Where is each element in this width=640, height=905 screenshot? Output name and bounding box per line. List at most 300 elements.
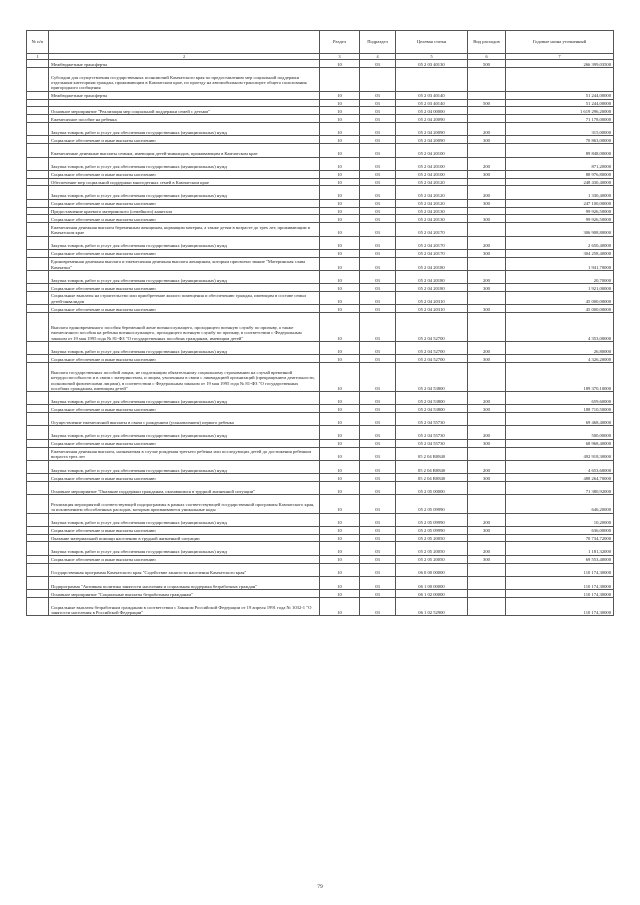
row-amount: 70 734,72000 [506,534,614,542]
row-podrazdel: 03 [360,157,396,170]
row-expense-type: 300 [468,555,506,563]
row-razdel: 10 [320,107,360,115]
row-razdel: 10 [320,447,360,460]
row-target-article: 05 2 04 20170 [396,223,468,236]
row-expense-type: 300 [468,283,506,291]
row-amount: 189 370,10000 [506,363,614,392]
row-razdel: 10 [320,473,360,481]
row-expense-type: 200 [468,186,506,199]
row-razdel: 10 [320,123,360,136]
row-number [27,363,49,392]
header-vid: Вид расходов [468,31,506,54]
row-podrazdel: 03 [360,526,396,534]
row-number [27,305,49,313]
table-row [27,439,614,447]
row-amount: 488 264,70000 [506,473,614,481]
row-expense-type [468,144,506,157]
row-target-article: 05 2 04 20120 [396,178,468,186]
table-row [27,236,614,249]
row-amount: 88 976,80000 [506,170,614,178]
row-podrazdel: 03 [360,291,396,304]
row-podrazdel: 03 [360,312,396,341]
row-razdel: 10 [320,249,360,257]
row-name: Закупка товаров, работ и услуг для обеспечения государственных (муниципальных) нужд [49,392,320,405]
row-amount: 51 244,00000 [506,91,614,99]
row-razdel: 10 [320,312,360,341]
row-razdel: 10 [320,186,360,199]
row-amount: 500,00000 [506,426,614,439]
table-row [27,270,614,283]
row-target-article: 05 2 04 20170 [396,236,468,249]
row-target-article: 05 2 05 20050 [396,534,468,542]
row-name: Социальные выплаты безработным гражданам в соответствии с Законом Российской Федерации от 19 апреля 1991 года № 1032-1 "О занятости населения в Российской Федерации" [49,597,320,616]
table-row [27,91,614,99]
row-razdel: 10 [320,199,360,207]
row-target-article [396,67,468,91]
row-target-article: 05 2 04 52700 [396,342,468,355]
row-expense-type: 300 [468,473,506,481]
row-number [27,123,49,136]
row-number [27,178,49,186]
table-row [27,555,614,563]
row-razdel: 10 [320,157,360,170]
row-name: Единовременная денежная выплата и ежемесячная денежная выплата женщинам, которым присвоено звание "Материнская слава Камчатки" [49,257,320,270]
page-number: 79 [317,884,323,890]
row-name: Основное мероприятие "Социальные выплаты безработным гражданам" [49,589,320,597]
row-expense-type: 200 [468,236,506,249]
row-razdel: 10 [320,513,360,526]
row-podrazdel: 03 [360,170,396,178]
row-podrazdel: 03 [360,405,396,413]
row-expense-type [468,495,506,514]
row-razdel [320,67,360,91]
row-number [27,481,49,494]
row-expense-type [468,312,506,341]
column-number: 1 [27,54,49,60]
row-number [27,413,49,426]
row-podrazdel: 03 [360,136,396,144]
table-row [27,207,614,215]
row-razdel: 10 [320,555,360,563]
row-name: Осуществление ежемесячной выплаты в связи с рождением (усыновлением) первого ребенка [49,413,320,426]
row-number [27,312,49,341]
row-razdel: 10 [320,305,360,313]
row-target-article: 05 2 04 20310 [396,291,468,304]
row-amount: 110 174,30000 [506,597,614,616]
row-name: Социальное обеспечение и иные выплаты населению [49,555,320,563]
row-amount: 1 619 296,20000 [506,107,614,115]
row-amount: 45 000,00000 [506,291,614,304]
row-target-article: 05 2 03 40130 [396,60,468,68]
row-razdel: 10 [320,563,360,576]
row-razdel: 10 [320,426,360,439]
row-name: Закупка товаров, работ и услуг для обеспечения государственных (муниципальных) нужд [49,270,320,283]
row-podrazdel: 03 [360,91,396,99]
row-target-article: 05 2 04 20090 [396,115,468,123]
row-razdel: 10 [320,170,360,178]
row-name: Закупка товаров, работ и услуг для обеспечения государственных (муниципальных) нужд [49,513,320,526]
row-expense-type [468,257,506,270]
row-target-article: 05 2 04 R0840 [396,473,468,481]
row-number [27,495,49,514]
row-number [27,447,49,460]
row-amount: 110 174,30000 [506,576,614,589]
row-number [27,215,49,223]
row-number [27,473,49,481]
row-name: Ежемесячная денежная выплата, назначаемая в случае рождения третьего ребенка или последующих детей до достижения ребенком возраста трех лет [49,447,320,460]
row-razdel: 10 [320,363,360,392]
row-amount: 871,20000 [506,157,614,170]
row-expense-type [468,207,506,215]
row-name: Социальное обеспечение и иные выплаты населению [49,249,320,257]
row-number [27,526,49,534]
row-expense-type: 200 [468,157,506,170]
row-amount: 247 100,00000 [506,199,614,207]
table-row [27,178,614,186]
row-number [27,589,49,597]
row-podrazdel: 03 [360,115,396,123]
row-expense-type [468,481,506,494]
row-amount [506,67,614,91]
row-name: Основное мероприятие "Реализация мер социальной поддержки семей с детьми" [49,107,320,115]
row-podrazdel: 03 [360,597,396,616]
row-amount: 304 258,40000 [506,249,614,257]
header-podrazdel: Подраздел [360,31,396,54]
row-podrazdel: 03 [360,107,396,115]
row-number [27,405,49,413]
row-target-article: 05 2 04 55730 [396,413,468,426]
row-number [27,144,49,157]
row-podrazdel: 03 [360,576,396,589]
row-number [27,136,49,144]
row-expense-type: 200 [468,123,506,136]
row-expense-type: 300 [468,439,506,447]
row-amount: 10,20000 [506,513,614,526]
row-podrazdel: 03 [360,555,396,563]
row-amount: 636,00000 [506,526,614,534]
table-row [27,473,614,481]
row-number [27,249,49,257]
row-number [27,236,49,249]
row-amount: 4 353,00000 [506,312,614,341]
row-expense-type [468,597,506,616]
row-name: Межбюджетные трансферты [49,60,320,68]
row-amount: 26,80000 [506,342,614,355]
row-number [27,513,49,526]
table-row [27,157,614,170]
row-expense-type: 200 [468,513,506,526]
row-target-article: 05 2 04 20100 [396,144,468,157]
row-podrazdel: 03 [360,413,396,426]
table-row [27,363,614,392]
row-expense-type: 300 [468,305,506,313]
row-razdel: 10 [320,576,360,589]
table-row [27,144,614,157]
row-target-article: 05 2 04 52700 [396,312,468,341]
row-number [27,257,49,270]
row-number [27,439,49,447]
table-row [27,215,614,223]
row-podrazdel: 03 [360,495,396,514]
table-body [27,60,614,616]
row-expense-type: 200 [468,542,506,555]
table-row [27,107,614,115]
row-expense-type: 500 [468,60,506,68]
row-podrazdel: 03 [360,144,396,157]
row-name: Ежемесячное пособие на ребенка [49,115,320,123]
row-name: Оказание материальной помощи населению в трудной жизненной ситуации [49,534,320,542]
row-podrazdel: 03 [360,355,396,363]
row-expense-type: 200 [468,392,506,405]
row-number [27,542,49,555]
row-expense-type [468,589,506,597]
row-amount: 306 908,80000 [506,223,614,236]
row-name: Закупка товаров, работ и услуг для обеспечения государственных (муниципальных) нужд [49,542,320,555]
row-target-article: 06 1 00 00000 [396,576,468,589]
row-amount: 71 178,00000 [506,115,614,123]
row-number [27,555,49,563]
row-target-article: 05 2 04 55730 [396,439,468,447]
row-expense-type: 200 [468,270,506,283]
row-razdel: 10 [320,534,360,542]
row-name: Социальное обеспечение и иные выплаты населению [49,215,320,223]
table-row [27,513,614,526]
row-number [27,91,49,99]
column-number: 3 [320,54,360,60]
row-name: Основное мероприятие "Оказание поддержки гражданам, оказавшимся в трудной жизненной ситуации" [49,481,320,494]
table-header-row [27,31,614,54]
row-podrazdel: 03 [360,60,396,68]
row-name: Закупка товаров, работ и услуг для обеспечения государственных (муниципальных) нужд [49,236,320,249]
row-name: Ежемесячная денежная выплата беременным женщинам, кормящим матерям, а также детям в возрасте до трех лет, проживающим в Камчатском крае [49,223,320,236]
row-amount: 51 244,00000 [506,99,614,107]
row-amount: 110 174,30000 [506,563,614,576]
row-podrazdel: 03 [360,236,396,249]
row-name: Закупка товаров, работ и услуг для обеспечения государственных (муниципальных) нужд [49,123,320,136]
table-row [27,342,614,355]
row-name: Ежемесячные денежные выплаты семьям, имеющим детей-инвалидов, проживающим в Камчатском крае [49,144,320,157]
row-expense-type [468,576,506,589]
row-expense-type [468,178,506,186]
row-podrazdel: 03 [360,426,396,439]
row-target-article: 05 2 05 20050 [396,542,468,555]
row-amount: 89 848,00000 [506,144,614,157]
table-row [27,99,614,107]
row-razdel: 10 [320,439,360,447]
table-row [27,534,614,542]
row-name: Субсидии для осуществления государственных полномочий Камчатского края по предоставлению мер социальной поддержки отдельным категориям граждан, проживающим в Камчатском крае, по проезду на автомобильном транспорте общего пользования пригородного сообщения [49,67,320,91]
column-number: 4 [360,54,396,60]
row-podrazdel: 03 [360,342,396,355]
row-razdel: 10 [320,215,360,223]
row-amount: 110 174,30000 [506,589,614,597]
row-amount: 4 653,60000 [506,460,614,473]
row-razdel: 10 [320,207,360,215]
row-podrazdel: 03 [360,186,396,199]
row-target-article: 06 1 02 00000 [396,589,468,597]
row-target-article: 05 2 04 20170 [396,249,468,257]
row-name: Выплата государственных пособий лицам, не подлежащим обязательному социальному страхованию на случай временной нетрудоспособности и в связи с материнством, и лицам, уволенным в связи с ликвидацией организаций (прекращением деятельности, полномочий физическими лицами), в соответствии с Федеральным законом от 19 мая 1995 года № 81-ФЗ "О государственных пособиях гражданам, имеющим детей" [49,363,320,392]
row-number [27,426,49,439]
row-name: Социальное обеспечение и иные выплаты населению [49,283,320,291]
row-number [27,283,49,291]
row-target-article: 05 2 05 09990 [396,495,468,514]
table-row [27,405,614,413]
row-amount: 248 430,40000 [506,178,614,186]
row-podrazdel: 03 [360,249,396,257]
row-expense-type [468,67,506,91]
row-expense-type: 300 [468,136,506,144]
table-row [27,597,614,616]
row-razdel: 10 [320,589,360,597]
header-name [49,31,320,54]
row-amount: 45 000,00000 [506,305,614,313]
row-target-article: 05 2 04 20180 [396,283,468,291]
header-num: № п/п [27,31,49,54]
row-expense-type [468,291,506,304]
row-name: Социальное обеспечение и иные выплаты населению [49,355,320,363]
row-amount: 492 918,30000 [506,447,614,460]
row-target-article: 05 2 04 52700 [396,355,468,363]
row-amount: 4 326,20000 [506,355,614,363]
row-podrazdel: 03 [360,460,396,473]
row-name: Межбюджетные трансферты [49,91,320,99]
row-amount: 315,00000 [506,123,614,136]
row-podrazdel: 03 [360,563,396,576]
row-razdel: 10 [320,342,360,355]
row-target-article: 05 2 04 20100 [396,157,468,170]
row-podrazdel: 03 [360,534,396,542]
row-expense-type [468,115,506,123]
row-expense-type [468,223,506,236]
row-expense-type: 200 [468,342,506,355]
row-name: Государственная программа Камчатского края "Содействие занятости населения Камчатского края" [49,563,320,576]
row-target-article: 05 2 04 00000 [396,107,468,115]
header-cel: Целевая статья [396,31,468,54]
row-number [27,355,49,363]
row-podrazdel: 03 [360,207,396,215]
table-row [27,170,614,178]
row-number [27,534,49,542]
row-razdel: 10 [320,405,360,413]
row-amount: 266 399,03500 [506,60,614,68]
row-target-article: 06 1 02 52900 [396,597,468,616]
row-name: Обеспечение мер социальной поддержки многодетных семей в Камчатском крае [49,178,320,186]
row-podrazdel: 03 [360,481,396,494]
row-target-article: 05 2 04 20180 [396,257,468,270]
row-razdel: 10 [320,91,360,99]
row-name: Закупка товаров, работ и услуг для обеспечения государственных (муниципальных) нужд [49,460,320,473]
row-target-article: 05 2 04 20090 [396,123,468,136]
row-expense-type: 500 [468,99,506,107]
row-name: Социальное обеспечение и иные выплаты населению [49,439,320,447]
table-row [27,447,614,460]
row-name: Закупка товаров, работ и услуг для обеспечения государственных (муниципальных) нужд [49,342,320,355]
row-razdel: 10 [320,115,360,123]
row-podrazdel: 03 [360,215,396,223]
row-name: Социальное обеспечение и иные выплаты населению [49,473,320,481]
row-amount: 68 968,40000 [506,439,614,447]
row-podrazdel: 03 [360,283,396,291]
row-target-article: 05 2 05 09990 [396,526,468,534]
table-row [27,223,614,236]
row-expense-type [468,534,506,542]
row-razdel: 10 [320,257,360,270]
row-number [27,207,49,215]
row-number [27,392,49,405]
row-name: Выплата единовременного пособия беременной жене военнослужащего, проходящего военную службу по призыву, а также ежемесячного пособия на ребенка военнослужащего, проходящего военную службу по призыву, в соответствии с Федеральным законом от 19 мая 1995 года № 81-ФЗ "О государственных пособиях гражданам, имеющим детей" [49,312,320,341]
row-podrazdel: 03 [360,178,396,186]
row-amount: 1 181,32000 [506,542,614,555]
row-podrazdel: 03 [360,257,396,270]
row-podrazdel: 03 [360,363,396,392]
header-sum: Годовые назна уточненный [506,31,614,54]
row-podrazdel: 03 [360,392,396,405]
table-row [27,312,614,341]
row-name: Социальное обеспечение и иные выплаты населению [49,170,320,178]
table-row [27,426,614,439]
row-target-article: 05 2 04 20100 [396,170,468,178]
row-target-article: 05 2 04 20130 [396,207,468,215]
row-razdel: 10 [320,236,360,249]
row-amount: 99 926,50000 [506,215,614,223]
row-target-article: 05 2 04 R0840 [396,447,468,460]
row-number [27,576,49,589]
row-expense-type: 300 [468,170,506,178]
row-target-article: 05 2 04 R0840 [396,460,468,473]
column-number: 5 [396,54,468,60]
column-number: 7 [506,54,614,60]
row-expense-type: 200 [468,426,506,439]
row-razdel: 10 [320,178,360,186]
row-target-article: 05 2 05 09990 [396,513,468,526]
row-number [27,342,49,355]
row-razdel: 10 [320,392,360,405]
row-expense-type: 300 [468,249,506,257]
budget-table [26,30,614,616]
row-podrazdel: 03 [360,223,396,236]
table-row [27,123,614,136]
row-razdel: 10 [320,481,360,494]
row-name: Социальное обеспечение и иные выплаты населению [49,199,320,207]
row-number [27,60,49,68]
row-number [27,291,49,304]
row-razdel: 10 [320,542,360,555]
row-razdel: 10 [320,270,360,283]
row-number [27,270,49,283]
row-razdel: 10 [320,495,360,514]
row-amount: 1 941,70000 [506,257,614,270]
row-razdel: 10 [320,291,360,304]
row-target-article: 05 2 04 55730 [396,426,468,439]
row-razdel: 10 [320,460,360,473]
row-amount: 71 380,92000 [506,481,614,494]
row-name: Предоставление краевого материнского (семейного) капитала [49,207,320,215]
row-name: Реализация мероприятий соответствующей подпрограммы в рамках соответствующей государственной программы Камчатского края, за исключением обособленных расходов, которым присваиваются уникальные коды [49,495,320,514]
table-row [27,355,614,363]
row-podrazdel: 03 [360,447,396,460]
row-target-article: 05 2 04 53800 [396,392,468,405]
row-razdel: 10 [320,526,360,534]
row-name: Закупка товаров, работ и услуг для обеспечения государственных (муниципальных) нужд [49,157,320,170]
row-name: Социальное обеспечение и иные выплаты населению [49,136,320,144]
row-name: Закупка товаров, работ и услуг для обеспечения государственных (муниципальных) нужд [49,426,320,439]
row-razdel: 10 [320,144,360,157]
table-row [27,249,614,257]
table-row [27,305,614,313]
row-amount: 188 710,50000 [506,405,614,413]
table-row [27,257,614,270]
